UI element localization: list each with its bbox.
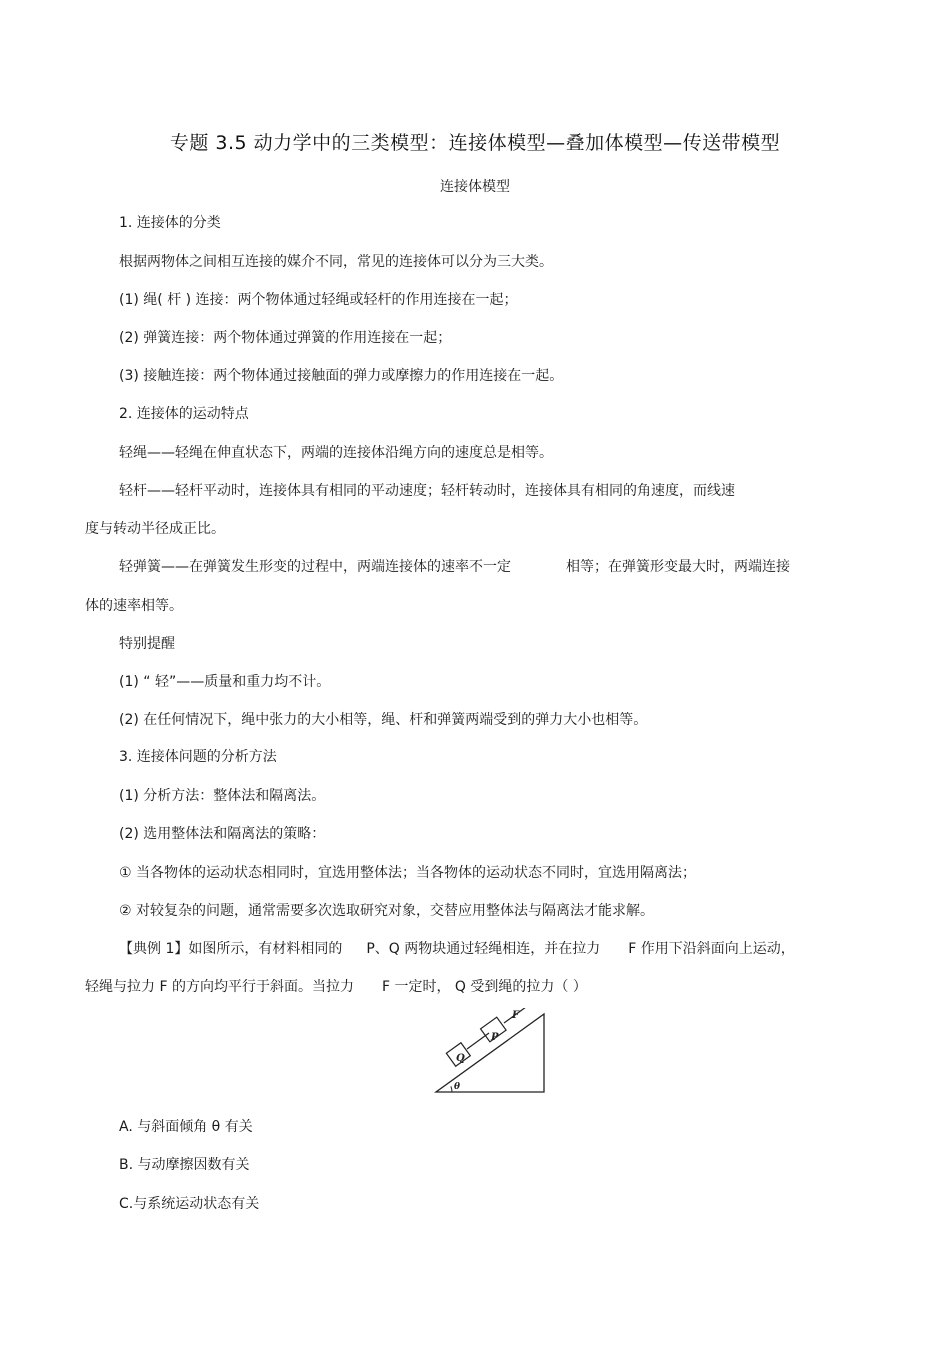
section3-heading: 3. 连接体问题的分析方法 [119, 749, 277, 765]
section3-item-4: ② 对较复杂的问题，通常需要多次选取研究对象，交替应用整体法与隔离法才能求解。 [119, 903, 654, 919]
section1-heading: 1. 连接体的分类 [119, 215, 221, 231]
option-a: A. 与斜面倾角 θ 有关 [119, 1119, 253, 1135]
rope-line [467, 1033, 489, 1049]
section1-item-2: (2) 弹簧连接：两个物体通过弹簧的作用连接在一起； [119, 330, 452, 346]
spring-text-part1: 轻弹簧——在弹簧发生形变的过程中，两端连接体的速率不一定 [119, 559, 511, 575]
example-line2-part-a: 轻绳与拉力 F 的方向均平行于斜面。当拉力 [85, 979, 354, 995]
angle-arc [451, 1086, 452, 1092]
example-line1-part-c: F 作用下沿斜面向上运动， [628, 941, 795, 957]
section3-item-2: (2) 选用整体法和隔离法的策略： [119, 826, 326, 842]
section-subtitle: 连接体模型 [440, 179, 510, 195]
section3-item-1: (1) 分析方法：整体法和隔离法。 [119, 788, 326, 804]
spring-paragraph-line1 [119, 558, 790, 576]
spring-paragraph-line2: 体的速率相等。 [85, 598, 183, 614]
rope-paragraph: 轻绳——轻绳在伸直状态下，两端的连接体沿绳方向的速度总是相等。 [119, 445, 553, 461]
section1-intro: 根据两物体之间相互连接的媒介不同，常见的连接体可以分为三大类。 [119, 254, 553, 270]
label-block-p: P [491, 1032, 499, 1043]
example-line2-part-b: F 一定时， Q 受到绳的拉力（ ） [381, 979, 587, 995]
section2-heading: 2. 连接体的运动特点 [119, 406, 249, 422]
section3-item-3: ① 当各物体的运动状态相同时，宜选用整体法；当各物体的运动状态不同时，宜选用隔离法； [119, 865, 696, 881]
rod-paragraph-line1: 轻杆——轻杆平动时，连接体具有相同的平动速度；轻杆转动时，连接体具有相同的角速度，而线速 [119, 483, 735, 499]
example-line1-part-a: 【典例 1】如图所示，有材料相同的 [119, 941, 343, 957]
example-line-1 [119, 940, 795, 958]
example-line-2 [85, 978, 587, 996]
reminder-heading: 特别提醒 [119, 636, 175, 652]
section1-item-3: (3) 接触连接：两个物体通过接触面的弹力或摩擦力的作用连接在一起。 [119, 368, 564, 384]
option-b: B. 与动摩擦因数有关 [119, 1157, 250, 1173]
reminder-item-2: (2) 在任何情况下，绳中张力的大小相等，绳、杆和弹簧两端受到的弹力大小也相等。 [119, 712, 648, 728]
example-line1-part-b: P、Q 两物块通过轻绳相连，并在拉力 [366, 941, 601, 957]
spring-text-part2: 相等；在弹簧形变最大时，两端连接 [566, 559, 790, 575]
page-title: 专题 3.5 动力学中的三类模型：连接体模型—叠加体模型—传送带模型 [169, 132, 781, 154]
label-block-q: Q [456, 1053, 465, 1064]
rod-paragraph-line2: 度与转动半径成正比。 [85, 521, 225, 537]
label-angle: θ [454, 1082, 461, 1092]
section1-item-1: (1) 绳( 杆 ) 连接：两个物体通过轻绳或轻杆的作用连接在一起； [119, 292, 518, 308]
label-force: F [512, 1010, 520, 1021]
option-c: C.与系统运动状态有关 [119, 1196, 260, 1212]
reminder-item-1: (1) “ 轻”——质量和重力均不计。 [119, 674, 331, 690]
incline-figure [430, 1008, 550, 1098]
